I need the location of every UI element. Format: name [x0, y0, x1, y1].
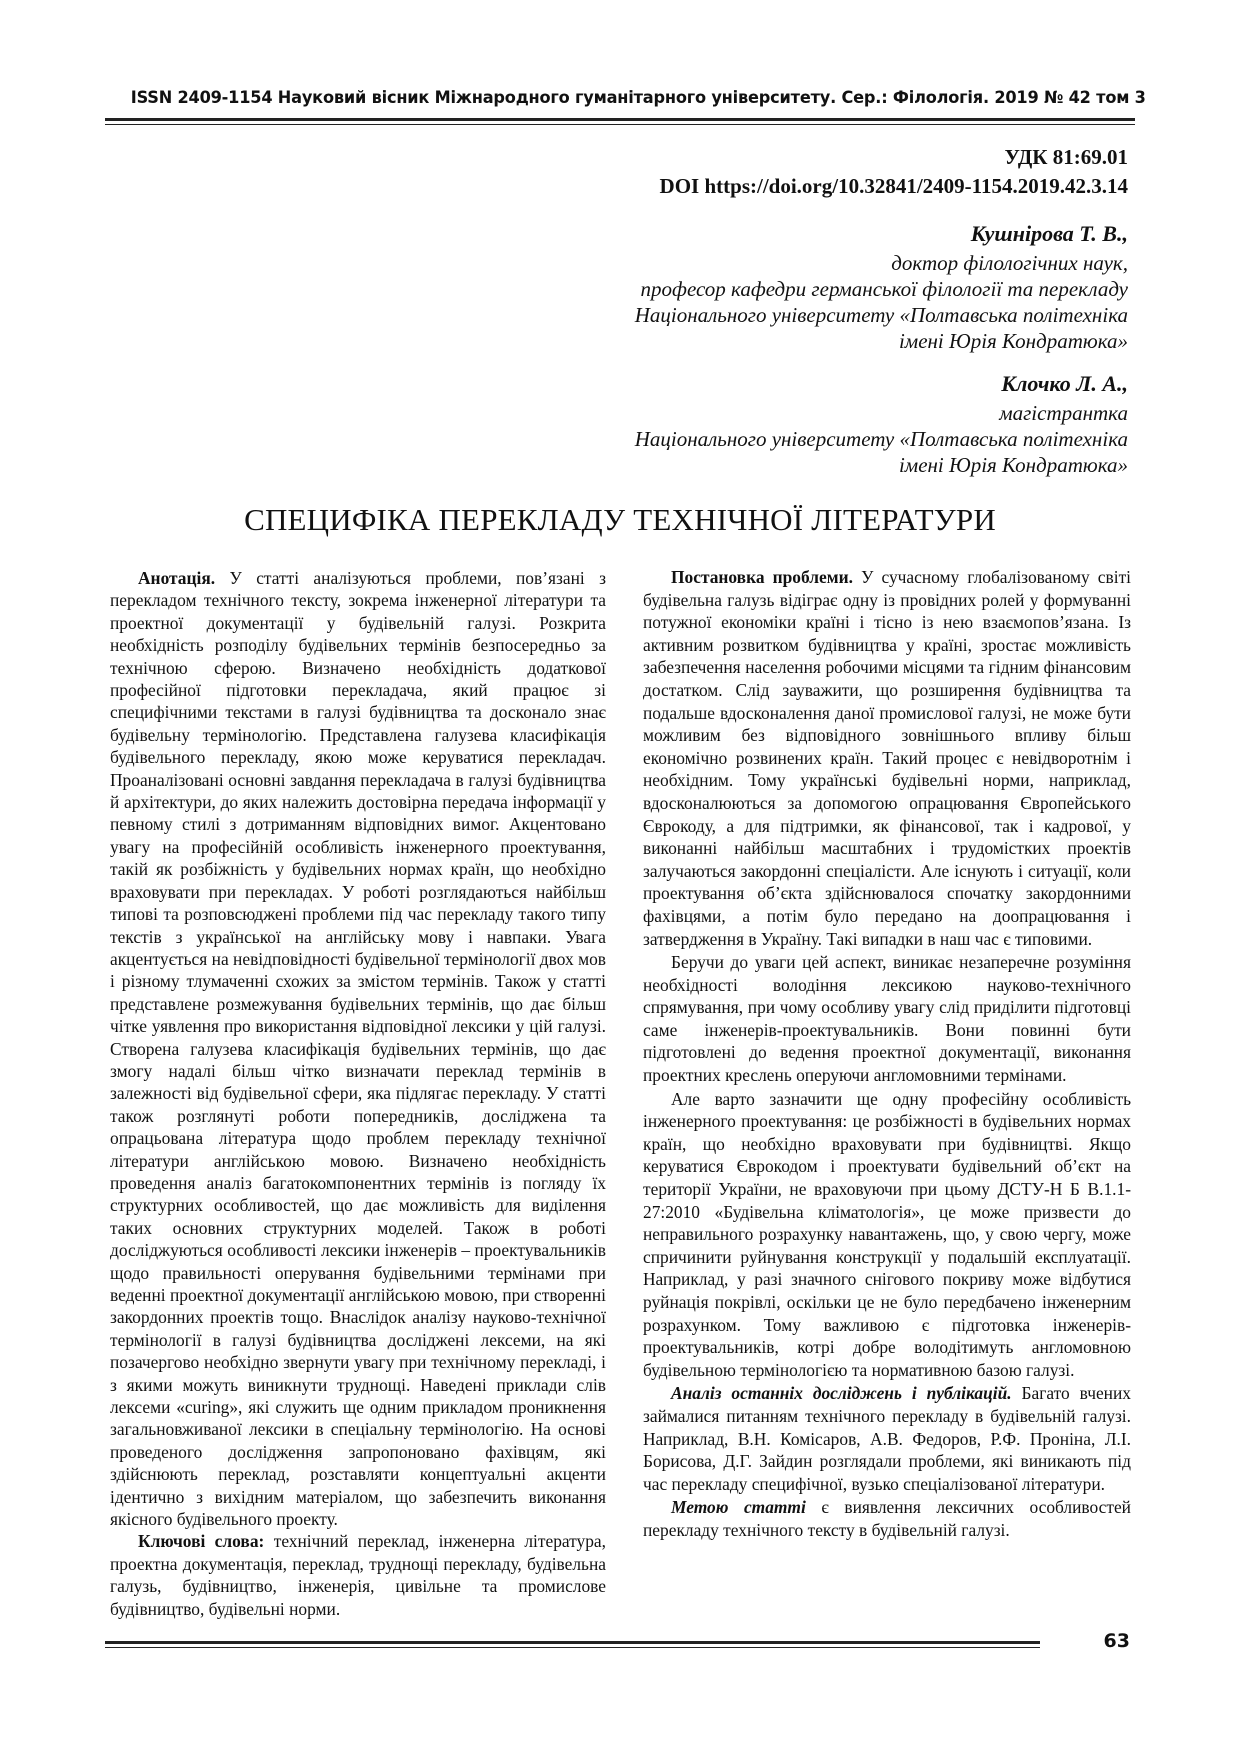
- running-head: ISSN 2409-1154 Науковий вісник Міжнародного гуманітарного університету. Сер.: Філологія. 2019 № 42 том 3: [130, 88, 1146, 108]
- doi-link[interactable]: DOI https://doi.org/10.32841/2409-1154.2019.42.3.14: [659, 174, 1128, 198]
- body-paragraph: [643, 951, 1131, 1087]
- article-meta: [660, 143, 1128, 201]
- body-column: [643, 566, 1131, 1543]
- header-rule-thick: [105, 118, 1135, 121]
- abstract-text: У статті аналізуються проблеми, пов’язані з перекладом технічного тексту, зокрема інженерної літератури та проектної документації у будівельній галузі. Розкрита необхідність розподілу будівельних термінів безпосередньо за технічною сферою. Визначено необхідність додаткової професійної підготовки перекладача, який працює зі специфічними текстами в галузі будівництва та досконало знає будівельну термінологію. Представлена галузева класифікація будівельного перекладу, якою може керуватися перекладач. Проаналізовані основні завдання перекладача в галузі будівництва й архітектури, до яких належить достовірна передача інформації у певному стилі з дотриманням відповідних вимог. Акцентовано увагу на професійній особливість інженерного проектування, такій як розбіжність у будівельних нормах країн, що необхідно враховувати при перекладах. У роботі розглядаються найбільш типові та розповсюджені проблеми під час перекладу такого типу текстів з української на англійську мову і навпаки. Увага акцентується на невідповідності будівельної термінології двох мов і різному тлумаченні схожих за змістом термінів. Також у статті представлене розмежування будівельних термінів, що дає більш чітке уявлення про використання відповідної лексики у цій галузі. Створена галузева класифікація будівельних термінів, що дає змогу надалі більш чітко визначати переклад термінів в залежності від будівельної сфери, яка підлягає перекладу. У статті також розглянуті роботи попередників, досліджена та опрацьована література щодо проблем перекладу технічної літератури англійською мовою. Визначено необхідність проведення аналіз багатокомпонентних термінів із погляду їх структурних особливостей, що дає можливість для виділення таких основних структурних моделей. Також в роботі досліджуються особливості лексики інженерів – проектувальників щодо правильності оперування будівельними термінами при веденні проектної документації англійською мовою, при створенні закордонних проектів тощо. Внаслідок аналізу науково-технічної термінології в галузі будівництва досліджені лексеми, на які позачергово необхідно звернути увагу при технічному перекладі, і з якими можуть виникнути труднощі. Наведені приклади слів лексеми «curing», які служить ще одним прикладом проникнення загальновживаної лексики в спеціальну термінологію. На основі проведеного дослідження запропоновано фахівцям, які здійснюють переклад, розставляти концептуальні акценти ідентично з вихідним матеріалом, що забезпечить виконання якісного будівельного проекту.: [110, 568, 606, 1530]
- author-name: Клочко Л. А.,: [1001, 371, 1128, 396]
- body-text: Беручи до уваги цей аспект, виникає незаперечне розуміння необхідності володіння лексикою науково-технічного спрямування, при чому особливу увагу слід приділити підготовці саме інженерів-проектувальників. Вони повинні бути підготовлені до ведення проектної документації, виконання проектних креслень оперуючи англомовними термінами.: [643, 952, 1131, 1086]
- abstract-lead: Анотація.: [138, 568, 216, 588]
- section-lead: Аналіз останніх досліджень і публікацій.: [671, 1383, 1012, 1404]
- author-affiliation-line: імені Юрія Кондратюка»: [898, 453, 1128, 477]
- body-text: Багато вчених займалися питанням технічного перекладу в будівельній галузі. Наприклад, В.Н. Комісаров, А.В. Федоров, Р.Ф. Проніна, Л.І. Борисова, Д.Г. Зайдин розглядали проблеми, які виникають під час перекладу специфічної, вузько спеціалізованої літератури.: [643, 1383, 1131, 1494]
- body-paragraph: [643, 566, 1131, 950]
- body-text: є виявлення лексичних особливостей перекладу технічного тексту в будівельній галузі.: [643, 1497, 1131, 1540]
- section-lead: Постановка проблеми.: [671, 567, 853, 587]
- author-block: [635, 368, 1128, 478]
- abstract-column: [110, 567, 606, 1620]
- footer-rule-thin: [105, 1647, 1040, 1648]
- keywords-paragraph: [110, 1530, 606, 1620]
- author-affiliation-line: доктор філологічних наук,: [891, 251, 1128, 275]
- header-rule-thin: [105, 124, 1135, 125]
- author-affiliation-line: Національного університету «Полтавська політехніка: [634, 427, 1128, 451]
- author-block: [635, 218, 1128, 354]
- section-lead: Метою статті: [671, 1497, 806, 1518]
- keywords-lead: Ключові слова:: [138, 1531, 265, 1552]
- body-paragraph: [643, 1496, 1131, 1541]
- body-paragraph: [643, 1088, 1131, 1382]
- body-text: У сучасному глобалізованому світі будівельна галузь відіграє одну із провідних ролей у формуванні потужної економіки країні і тісно із нею взаємопов’язана. Із активним розвитком будівництва у країні, зростає можливість забезпечення населення робочими місцями та гідним фінансовим достатком. Слід зауважити, що розширення будівництва та подальше вдосконалення даної промислової галузі, не може бути можливим без відповідного зовнішнього впливу більш економічно розвинених країн. Такий процес є невідворотнім і необхідним. Тому українські будівельні норми, наприклад, вдосконалюються за допомогою опрацювання Європейського Єврокоду, а для підтримки, як фінансової, так і кадрової, у виконанні найбільш масштабних і трудомістких проектів залучаються закордонні спеціалісти. Але існують і ситуації, коли проектування об’єкта здійснювалося спочатку закордонними фахівцями, а потім було передано на доопрацювання і затвердження в Україну. Такі випадки в наш час є типовими.: [643, 567, 1132, 949]
- article-title: СПЕЦИФІКА ПЕРЕКЛАДУ ТЕХНІЧНОЇ ЛІТЕРАТУРИ: [244, 502, 996, 537]
- body-text: Але варто зазначити ще одну професійну особливість інженерного проектування: це розбіжності в будівельних нормах країн, що необхідно враховувати при будівництві. Якщо керуватися Єврокодом і проектувати будівельний об’єкт на території України, не враховуючи при цьому ДСТУ-Н Б В.1.1-27:2010 «Будівельна кліматологія», це може призвести до неправильного розрахунку навантажень, що, у свою чергу, може спричинити руйнування конструкції у подальшій експлуатації. Наприклад, у разі значного снігового покриву може відбутися руйнація покрівлі, оскільки це не було передбачено інженерним розрахунком. Тому важливою є підготовка інженерів-проектувальників, котрі добре володітимуть англомовною будівельною термінологією та нормативною базою галузі.: [643, 1088, 1131, 1380]
- author-affiliation-line: Національного університету «Полтавська політехніка: [634, 303, 1128, 327]
- page-number: 63: [1103, 1630, 1130, 1652]
- author-affiliation-line: імені Юрія Кондратюка»: [898, 329, 1128, 353]
- body-paragraph: [643, 1382, 1131, 1495]
- udc-code: УДК 81:69.01: [1004, 145, 1128, 169]
- author-affiliation-line: магістрантка: [999, 401, 1128, 425]
- footer-rule-thick: [105, 1641, 1040, 1644]
- author-name: Кушнірова Т. В.,: [970, 221, 1128, 246]
- keywords-text: технічний переклад, інженерна література, проектна документація, переклад, труднощі перекладу, будівельна галузь, будівництво, інженерія, цивільне та промислове будівництво, будівельні норми.: [110, 1531, 606, 1619]
- abstract-paragraph: [110, 567, 606, 1530]
- author-affiliation-line: професор кафедри германської філології та перекладу: [640, 277, 1128, 301]
